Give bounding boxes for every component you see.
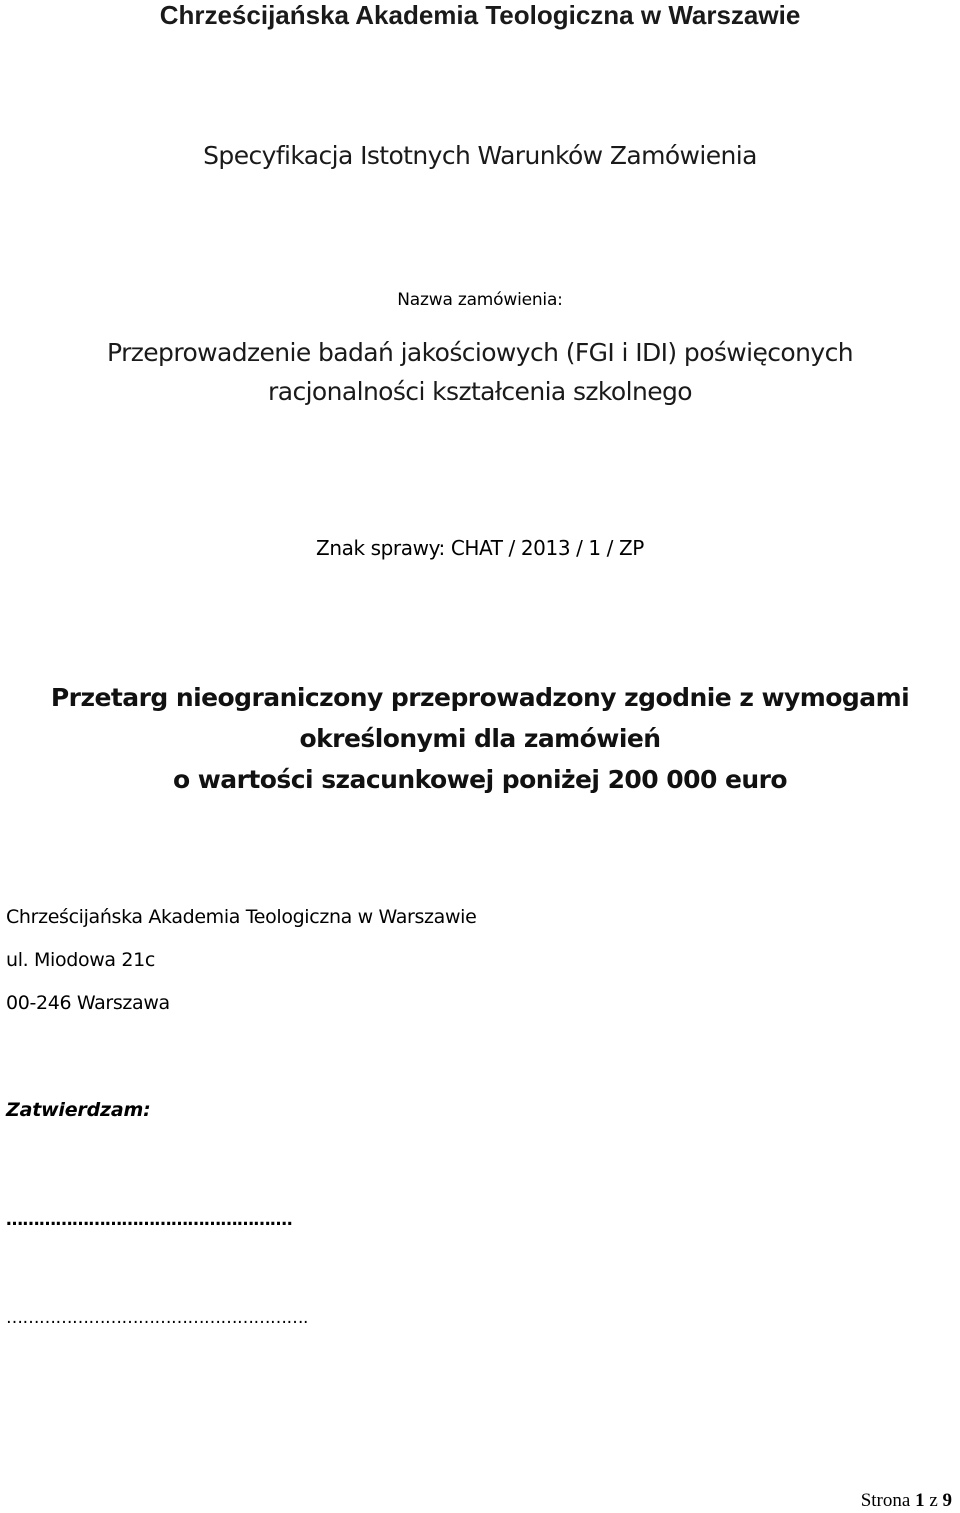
signature-line: ……………………………………………. [6, 1210, 293, 1230]
order-name-line: Przeprowadzenie badań jakościowych (FGI i IDI) poświęconych [107, 338, 853, 367]
institution-header: Chrześcijańska Akademia Teologiczna w Warszawie [159, 0, 801, 30]
address-name: Chrześcijańska Akademia Teologiczna w Warszawie [6, 906, 477, 928]
case-reference: Znak sprawy: CHAT / 2013 / 1 / ZP [316, 536, 644, 560]
address-street: ul. Miodowa 21c [6, 949, 155, 971]
address-city: 00-246 Warszawa [6, 992, 170, 1014]
procedure-line: określonymi dla zamówień [299, 724, 661, 753]
procedure-description [0, 677, 960, 800]
procedure-line: Przetarg nieograniczony przeprowadzony zgodnie z wymogami [50, 683, 910, 712]
order-name-line: racjonalności kształcenia szkolnego [268, 377, 692, 406]
page-number [861, 1490, 952, 1512]
order-name-label: Nazwa zamówienia: [397, 290, 563, 310]
page-of: z [929, 1490, 938, 1511]
page-word: Strona [860, 1490, 911, 1511]
page-total: 9 [942, 1490, 952, 1511]
document-title: Specyfikacja Istotnych Warunków Zamówienia [203, 141, 757, 170]
procedure-line: o wartości szacunkowej poniżej 200 000 euro [172, 765, 788, 794]
order-name [0, 333, 960, 411]
approval-label: Zatwierdzam: [6, 1099, 151, 1121]
page-current: 1 [915, 1490, 925, 1511]
signature-line: ………………………………………………. [6, 1308, 308, 1328]
address-block [6, 896, 476, 1025]
